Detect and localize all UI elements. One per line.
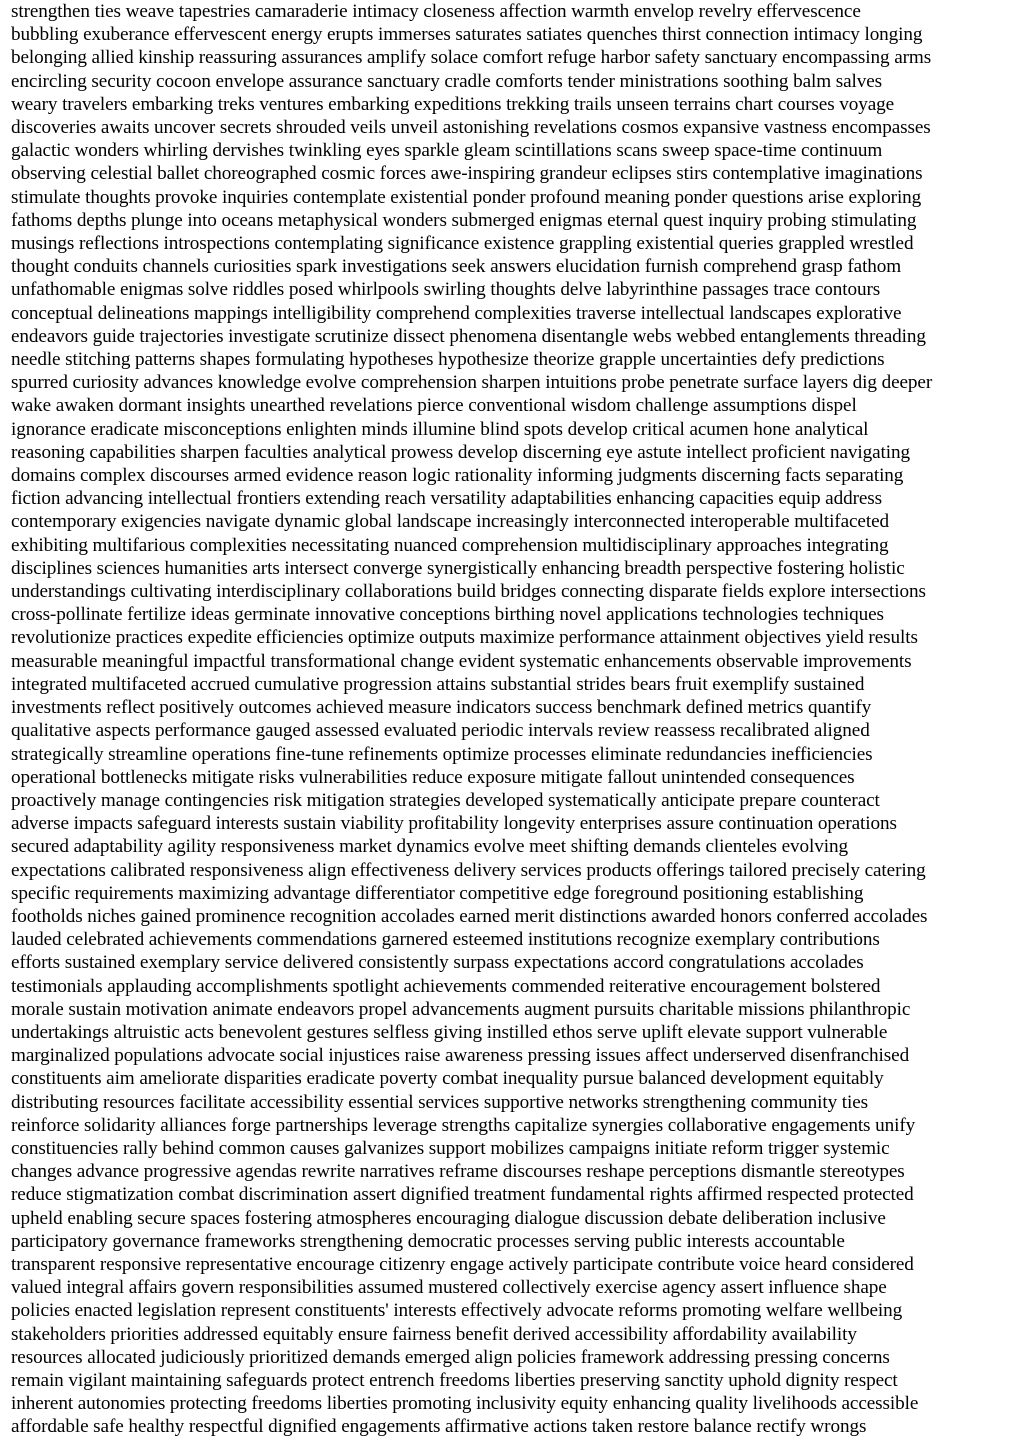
text-line: secured adaptability agility responsiveness market dynamics evolve meet shifting demands clienteles evolving (11, 836, 848, 858)
text-line: constituents aim ameliorate disparities eradicate poverty combat inequality pursue balanced development equitably (11, 1068, 884, 1090)
text-line: adverse impacts safeguard interests sustain viability profitability longevity enterprises assure continuation operations (11, 813, 897, 835)
text-line: proactively manage contingencies risk mitigation strategies developed systematically anticipate prepare counteract (11, 789, 880, 811)
text-line: galactic wonders whirling dervishes twinkling eyes sparkle gleam scintillations scans sweep space-time continuum (11, 140, 883, 162)
text-line: lauded celebrated achievements commendations garnered esteemed institutions recognize exemplary contributions (11, 929, 880, 951)
text-line: morale sustain motivation animate endeavors propel advancements augment pursuits charitable missions philanthropic (11, 998, 911, 1020)
text-line: unfathomable enigmas solve riddles posed whirlpools swirling thoughts delve labyrinthine passages trace contours (11, 279, 881, 301)
text-line: domains complex discourses armed evidence reason logic rationality informing judgments discerning facts separating (11, 465, 904, 487)
text-line: observing celestial ballet choreographed cosmic forces awe-inspiring grandeur eclipses stirs contemplative imaginations (11, 163, 923, 185)
text-line: participatory governance frameworks strengthening democratic processes serving public interests accountable (11, 1230, 845, 1252)
text-line: reasoning capabilities sharpen faculties analytical prowess develop discerning eye astute intellect proficient navigating (11, 441, 910, 463)
text-line: fiction advancing intellectual frontiers extending reach versatility adaptabilities enhancing capacities equip address (11, 488, 883, 510)
text-line: fathoms depths plunge into oceans metaphysical wonders submerged enigmas eternal quest inquiry probing stimulating (11, 209, 917, 231)
text-line: operational bottlenecks mitigate risks vulnerabilities reduce exposure mitigate fallout unintended consequences (11, 766, 855, 788)
text-line: reduce stigmatization combat discrimination assert dignified treatment fundamental rights affirmed respected protected (11, 1184, 914, 1206)
text-line: upheld enabling secure spaces fostering atmospheres encouraging dialogue discussion debate deliberation inclusive (11, 1207, 886, 1229)
text-line: disciplines sciences humanities arts intersect converge synergistically enhancing breadth perspective fostering holistic (11, 557, 905, 579)
text-line: reinforce solidarity alliances forge partnerships leverage strengths capitalize synergies collaborative engagements unify (11, 1114, 916, 1136)
text-line: inherent autonomies protecting freedoms liberties promoting inclusivity equity enhancing quality livelihoods accessible (11, 1393, 919, 1415)
text-line: wake awaken dormant insights unearthed revelations pierce conventional wisdom challenge assumptions dispel (11, 395, 857, 417)
text-line: affordable safe healthy respectful dignified engagements affirmative actions taken restore balance rectify wrongs (11, 1416, 867, 1438)
text-line: investments reflect positively outcomes achieved measure indicators success benchmark defined metrics quantify (11, 697, 872, 719)
text-line: strategically streamline operations fine-tune refinements optimize processes eliminate redundancies inefficiencies (11, 743, 873, 765)
text-line: footholds niches gained prominence recognition accolades earned merit distinctions awarded honors conferred accolades (11, 905, 928, 927)
text-line: exhibiting multifarious complexities necessitating nuanced comprehension multidisciplinary approaches integrating (11, 534, 889, 556)
text-line: remain vigilant maintaining safeguards protect entrench freedoms liberties preserving sanctity uphold dignity respect (11, 1369, 898, 1391)
text-line: marginalized populations advocate social injustices raise awareness pressing issues affect underserved disenfranchised (11, 1045, 910, 1067)
text-line: distributing resources facilitate accessibility essential services supportive networks strengthening community ties (11, 1091, 869, 1113)
text-line: musings reflections introspections contemplating significance existence grappling existential queries grappled wrestled (11, 233, 914, 255)
text-line: endeavors guide trajectories investigate scrutinize dissect phenomena disentangle webs webbed entanglements threading (11, 325, 926, 347)
text-line: strengthen ties weave tapestries camaraderie intimacy closeness affection warmth envelop revelry effervescence (11, 1, 861, 22)
text-line: spurred curiosity advances knowledge evolve comprehension sharpen intuitions probe penetrate surface layers dig deeper (11, 372, 933, 394)
text-line: transparent responsive representative encourage citizenry engage actively participate contribute voice heard considered (11, 1253, 914, 1275)
text-line: resources allocated judiciously prioritized demands emerged align policies framework addressing pressing concerns (11, 1346, 890, 1368)
text-line: stimulate thoughts provoke inquiries contemplate existential ponder profound meaning ponder questions arise exploring (11, 186, 922, 208)
text-line: thought conduits channels curiosities spark investigations seek answers elucidation furnish comprehend grasp fathom (11, 256, 902, 278)
text-line: expectations calibrated responsiveness align effectiveness delivery services products offerings tailored precisely catering (11, 859, 926, 881)
text-line: bubbling exuberance effervescent energy erupts immerses saturates satiates quenches thirst connection intimacy longing (11, 24, 923, 46)
text-line: testimonials applauding accomplishments spotlight achievements commended reiterative encouragement bolstered (11, 975, 881, 997)
text-line: integrated multifaceted accrued cumulative progression attains substantial strides bears fruit exemplify sustained (11, 673, 865, 695)
text-line: ignorance eradicate misconceptions enlighten minds illumine blind spots develop critical acumen hone analytical (11, 418, 869, 440)
text-line: revolutionize practices expedite efficiencies optimize outputs maximize performance attainment objectives yield results (11, 627, 918, 649)
text-line: changes advance progressive agendas rewrite narratives reframe discourses reshape perceptions dismantle stereotypes (11, 1161, 905, 1183)
text-line: conceptual delineations mappings intelligibility comprehend complexities traverse intellectual landscapes explorative (11, 302, 902, 324)
text-line: stakeholders priorities addressed equitably ensure fairness benefit derived accessibility affordability availability (11, 1323, 857, 1345)
text-line: efforts sustained exemplary service delivered consistently surpass expectations accord congratulations accolades (11, 952, 864, 974)
text-line: understandings cultivating interdisciplinary collaborations build bridges connecting disparate fields explore intersections (11, 581, 926, 603)
text-line: undertakings altruistic acts benevolent gestures selfless giving instilled ethos serve uplift elevate support vulnerable (11, 1021, 888, 1043)
text-line: policies enacted legislation represent constituents' interests effectively advocate reforms promoting welfare wellbeing (11, 1300, 903, 1322)
text-line: needle stitching patterns shapes formulating hypotheses hypothesize theorize grapple uncertainties defy predictions (11, 349, 885, 371)
text-line: weary travelers embarking treks ventures embarking expeditions trekking trails unseen terrains chart courses voyage (11, 93, 895, 115)
text-line: belonging allied kinship reassuring assurances amplify solace comfort refuge harbor safety sanctuary encompassing arms (11, 47, 932, 69)
text-line: specific requirements maximizing advantage differentiator competitive edge foreground positioning establishing (11, 882, 864, 904)
text-line: discoveries awaits uncover secrets shrouded veils unveil astonishing revelations cosmos expansive vastness encompasses (11, 117, 931, 139)
text-line: encircling security cocoon envelope assurance sanctuary cradle comforts tender ministrations soothing balm salves (11, 70, 883, 92)
text-line: contemporary exigencies navigate dynamic global landscape increasingly interconnected interoperable multifaceted (11, 511, 889, 533)
text-line: cross-pollinate fertilize ideas germinate innovative conceptions birthing novel applications technologies techniques (11, 604, 884, 626)
text-line: qualitative aspects performance gauged assessed evaluated periodic intervals review reassess recalibrated aligned (11, 720, 870, 742)
text-line: valued integral affairs govern responsibilities assumed mustered collectively exercise agency assert influence shape (11, 1277, 887, 1299)
text-line: constituencies rally behind common causes galvanizes support mobilizes campaigns initiate reform trigger systemic (11, 1137, 890, 1159)
text-line: measurable meaningful impactful transformational change evident systematic enhancements observable improvements (11, 650, 912, 672)
